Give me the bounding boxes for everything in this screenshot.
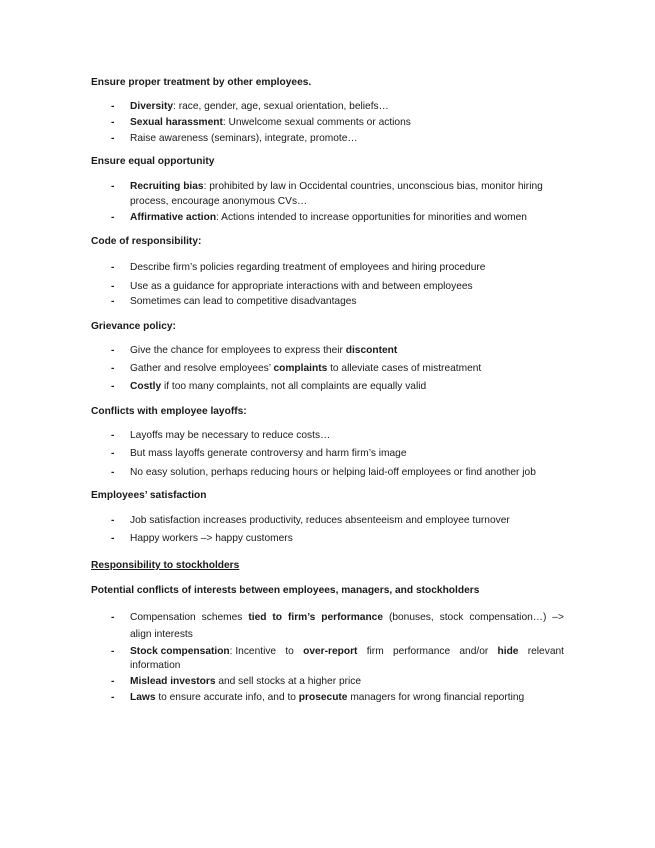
word: performance: [321, 612, 383, 623]
word: schemes: [201, 612, 243, 623]
term: Diversity: [130, 101, 174, 112]
bullet-job-satisfaction: Job satisfaction increases productivity, reduces absenteeism and employee turnover: [130, 515, 510, 526]
bullet-compensation-continued: align interests: [130, 629, 193, 640]
text: to ensure accurate info, and to: [155, 692, 299, 703]
term: Costly: [130, 381, 162, 392]
text: : race, gender, age, sexual orientation, beliefs…: [173, 101, 389, 112]
term: Sexual harassment: [130, 117, 223, 128]
text: : prohibited by law in Occidental countries, unconscious bias, monitor hiring: [203, 181, 543, 192]
heading-conflicts-of-interest: Potential conflicts of interests between employees, managers, and stockholders: [91, 585, 480, 596]
bullet-stock-compensation-continued: information: [130, 660, 181, 671]
bullet-dash: -: [111, 281, 115, 292]
bullet-dash: -: [111, 296, 115, 307]
word: and/or: [459, 646, 489, 657]
bullet-dash: -: [111, 515, 115, 526]
term: complaints: [273, 363, 328, 374]
bullet-dash: -: [111, 430, 115, 441]
heading-equal-opportunity: Ensure equal opportunity: [91, 156, 215, 167]
bullet-dash: -: [111, 692, 115, 703]
heading-employee-satisfaction: Employees’ satisfaction: [91, 490, 207, 501]
term: Recruiting bias: [130, 181, 204, 192]
word-group: [130, 646, 276, 657]
bullet-dash: -: [111, 612, 115, 623]
bullet-happy-workers: Happy workers –> happy customers: [130, 533, 293, 544]
word: hide: [497, 646, 519, 657]
word: (bonuses,: [388, 612, 434, 623]
bullet-dash: -: [111, 533, 115, 544]
bullet-dash: -: [111, 448, 115, 459]
word: Compensation: [130, 612, 196, 623]
bullet-express-discontent: [130, 345, 397, 356]
bullet-layoffs-necessary: Layoffs may be necessary to reduce costs…: [130, 430, 331, 441]
text: and sell stocks at a higher price: [215, 676, 362, 687]
bullet-dash: -: [111, 133, 115, 144]
word: firm: [366, 646, 384, 657]
text: Raise awareness (seminars), integrate, promote…: [130, 133, 358, 144]
bullet-dash: -: [111, 181, 115, 192]
text: if too many complaints, not all complaints are equally valid: [161, 381, 427, 392]
bullet-dash: -: [111, 676, 115, 687]
bullet-dash: -: [111, 646, 115, 657]
word: tied: [248, 612, 267, 623]
bullet-sexual-harassment: [130, 117, 411, 128]
heading-responsibility-stockholders: Responsibility to stockholders: [91, 560, 240, 571]
word: : Incentive: [229, 646, 277, 657]
bullet-laws: [130, 692, 524, 703]
term: prosecute: [298, 692, 348, 703]
bullet-dash: -: [111, 117, 115, 128]
bullet-dash: -: [111, 363, 115, 374]
bullet-costly: [130, 381, 426, 392]
text: : Unwelcome sexual comments or actions: [222, 117, 411, 128]
bullet-stock-compensation: [130, 646, 564, 657]
bullet-dash: -: [111, 212, 115, 223]
word: to: [272, 612, 283, 623]
bullet-dash: -: [111, 467, 115, 478]
heading-code-of-responsibility: Code of responsibility:: [91, 236, 202, 247]
text: to alleviate cases of mistreatment: [327, 363, 482, 374]
word: performance: [392, 646, 451, 657]
text: Give the chance for employees to express their: [130, 345, 346, 356]
bullet-dash: -: [111, 381, 115, 392]
bullet-no-easy-solution: No easy solution, perhaps reducing hours or helping laid-off employees or find another job: [130, 467, 536, 478]
heading-grievance-policy: Grievance policy:: [91, 321, 176, 332]
word: compensation…): [469, 612, 547, 623]
word: firm’s: [287, 612, 316, 623]
word: Stock: [130, 646, 158, 657]
word: over-report: [303, 646, 358, 657]
bullet-recruiting-bias: [130, 181, 543, 192]
text: managers for wrong financial reporting: [347, 692, 525, 703]
text: : Actions intended to increase opportunities for minorities and women: [216, 212, 527, 223]
heading-layoffs: Conflicts with employee layoffs:: [91, 406, 247, 417]
term: Affirmative action: [130, 212, 217, 223]
bullet-competitive-disadvantages: Sometimes can lead to competitive disadvantages: [130, 296, 357, 307]
bullet-use-as-guidance: Use as a guidance for appropriate interactions with and between employees: [130, 281, 473, 292]
text: Gather and resolve employees’: [130, 363, 274, 374]
word: –>: [552, 612, 564, 623]
bullet-affirmative-action: [130, 212, 527, 223]
bullet-dash: -: [111, 101, 115, 112]
term: discontent: [345, 345, 398, 356]
bullet-mislead-investors: [130, 676, 361, 687]
bullet-resolve-complaints: [130, 363, 481, 374]
bullet-diversity: [130, 101, 389, 112]
bullet-dash: -: [111, 262, 115, 273]
term: Mislead investors: [130, 676, 216, 687]
heading-proper-treatment: Ensure proper treatment by other employees.: [91, 77, 312, 88]
word: compensation: [160, 646, 230, 657]
bullet-describe-policies: Describe firm’s policies regarding treatment of employees and hiring procedure: [130, 262, 486, 273]
word: relevant: [527, 646, 564, 657]
bullet-recruiting-bias-continued: process, encourage anonymous CVs…: [130, 196, 308, 207]
word: to: [285, 646, 294, 657]
bullet-raise-awareness: [130, 133, 358, 144]
bullet-dash: -: [111, 345, 115, 356]
term: Laws: [130, 692, 156, 703]
word: stock: [439, 612, 464, 623]
bullet-compensation-schemes: [130, 612, 564, 623]
bullet-mass-layoffs: But mass layoffs generate controversy and harm firm’s image: [130, 448, 407, 459]
